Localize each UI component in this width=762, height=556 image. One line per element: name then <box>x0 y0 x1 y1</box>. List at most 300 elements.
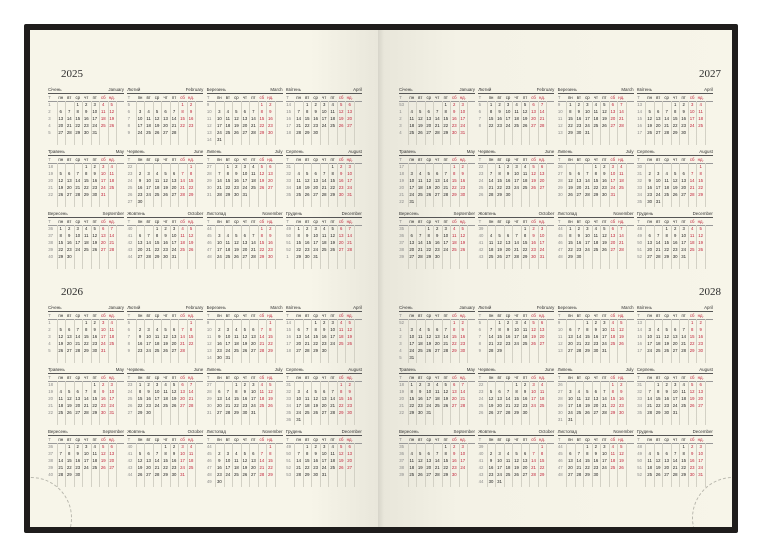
weekday-label: сб <box>180 156 185 162</box>
date-cell: 15 <box>267 458 273 463</box>
date-cell: 18 <box>304 403 310 408</box>
month-name-local: Квітень <box>285 305 301 310</box>
date-cell: 20 <box>171 341 177 346</box>
date-cell: 4 <box>523 320 527 325</box>
week-number: 36 <box>48 226 54 231</box>
weekday-label: сб <box>180 312 185 318</box>
week-number: 24 <box>478 396 484 401</box>
date-cell: 6 <box>76 389 79 394</box>
date-cell: 22 <box>426 247 432 252</box>
month-name-local: Червень <box>478 149 496 154</box>
date-cell: 5 <box>620 444 623 449</box>
weekday-label: вт <box>225 436 230 442</box>
date-cell: 22 <box>233 403 239 408</box>
date-cell: 15 <box>83 334 89 339</box>
date-cell: 1 <box>569 226 572 231</box>
week-number: 17 <box>399 164 405 169</box>
date-cell: 20 <box>522 465 528 470</box>
date-cell: 23 <box>267 123 273 128</box>
weekday-label: пт <box>681 156 686 162</box>
date-cell: 7 <box>218 171 221 176</box>
week-number: 19 <box>399 178 405 183</box>
month-header <box>127 86 203 93</box>
date-cell: 20 <box>655 123 661 128</box>
date-cell: 14 <box>250 116 256 121</box>
date-cell: 31 <box>655 199 661 204</box>
date-cell: 10 <box>601 327 607 332</box>
month-block <box>637 366 713 428</box>
date-cell: 28 <box>296 130 302 135</box>
date-cell: 21 <box>417 247 423 252</box>
month-name-local: Серпень <box>285 149 304 154</box>
date-cell: 24 <box>92 123 98 128</box>
date-cell: 4 <box>155 327 159 332</box>
date-cell: 26 <box>259 185 265 190</box>
month-header <box>558 210 634 217</box>
date-cell: 11 <box>330 109 335 114</box>
date-cell: 15 <box>225 178 231 183</box>
date-cell: 14 <box>443 178 449 183</box>
weekday-label: ср <box>313 436 318 442</box>
date-cell: 27 <box>171 192 177 197</box>
week-number: 18 <box>286 348 291 353</box>
date-cell: 6 <box>427 451 430 456</box>
date-cell: 16 <box>313 116 319 121</box>
date-cell: 2 <box>682 102 685 107</box>
date-cell: 31 <box>497 479 502 484</box>
weekday-label: чт <box>593 436 598 442</box>
weekday-label: пн <box>58 94 64 100</box>
date-cell: 21 <box>296 465 302 470</box>
date-cell: 8 <box>305 109 309 114</box>
weekday-label: чт <box>673 374 678 380</box>
month-name-english: March <box>621 305 634 310</box>
date-cell: 22 <box>259 123 265 128</box>
date-cell: 27 <box>409 254 415 259</box>
date-cell: 11 <box>146 116 151 121</box>
date-cell: 26 <box>92 247 98 252</box>
date-cell: 3 <box>226 327 230 332</box>
weekday-label: чт <box>84 218 89 224</box>
date-cell: 14 <box>109 233 115 238</box>
week-number: 2 <box>399 334 402 339</box>
month-block <box>637 148 713 210</box>
column-guide <box>705 319 706 363</box>
date-cell: 21 <box>75 185 81 190</box>
weekday-label: пн <box>137 374 143 380</box>
date-cell: 25 <box>417 192 423 197</box>
weekday-label: вт <box>225 218 230 224</box>
date-cell: 16 <box>505 334 511 339</box>
month-name-local: Червень <box>127 367 145 372</box>
date-cell: 22 <box>66 465 72 470</box>
week-number: 4 <box>399 348 402 353</box>
week-number: 30 <box>206 185 212 190</box>
date-cell: 4 <box>594 226 598 231</box>
weekday-label: нд. <box>539 94 546 100</box>
date-cell: 10 <box>242 171 248 176</box>
column-guide <box>626 443 627 487</box>
date-cell: 2 <box>594 320 598 325</box>
date-cell: 13 <box>672 334 678 339</box>
date-cell: 29 <box>338 410 344 415</box>
weekday-label: нд. <box>697 436 704 442</box>
weekday-label: сб <box>610 156 616 162</box>
date-cell: 15 <box>426 240 432 245</box>
date-cell: 8 <box>181 109 184 114</box>
date-cell: 20 <box>610 240 616 245</box>
date-cell: 23 <box>460 341 466 346</box>
date-cell: 2 <box>172 444 176 449</box>
week-number: 13 <box>637 320 642 325</box>
date-cell: 16 <box>505 178 511 183</box>
date-cell: 13 <box>347 451 353 456</box>
date-cell: 29 <box>497 192 502 197</box>
weekday-label: пт <box>522 374 528 380</box>
week-number: 8 <box>127 341 130 346</box>
month-name-english: December <box>692 429 713 434</box>
week-number: 15 <box>286 327 291 332</box>
date-cell: 24 <box>83 465 89 470</box>
weekday-label: пн <box>58 436 64 442</box>
date-cell: 29 <box>163 472 168 477</box>
weekday-label: пн <box>567 94 573 100</box>
date-cell: 27 <box>647 254 653 259</box>
week-column-label: Т <box>48 374 51 380</box>
weekday-label: сб <box>531 94 536 100</box>
week-number: 5 <box>127 320 130 325</box>
date-cell: 26 <box>522 123 528 128</box>
date-cell: 20 <box>434 341 440 346</box>
week-number: 40 <box>478 451 484 456</box>
month-header <box>48 86 124 93</box>
week-number: 26 <box>478 410 484 415</box>
month-header <box>207 366 283 373</box>
date-cell: 1 <box>85 320 88 325</box>
date-cell: 30 <box>83 130 89 135</box>
date-cell: 15 <box>304 458 310 463</box>
date-cell: 3 <box>648 327 651 332</box>
date-cell: 16 <box>497 116 502 121</box>
weekday-label: нд. <box>618 156 625 162</box>
date-cell: 16 <box>338 178 344 183</box>
weekday-label: сб <box>100 94 106 100</box>
month-block <box>286 210 362 272</box>
date-cell: 9 <box>102 389 105 394</box>
date-cell: 16 <box>163 240 168 245</box>
month-name-english: April <box>704 305 713 310</box>
date-cell: 4 <box>226 109 230 114</box>
date-cell: 18 <box>698 116 704 121</box>
date-cell: 5 <box>427 171 430 176</box>
month-header <box>399 148 475 155</box>
date-cell: 4 <box>305 389 309 394</box>
date-cell: 6 <box>348 102 351 107</box>
date-cell: 26 <box>567 192 573 197</box>
date-cell: 5 <box>419 451 422 456</box>
date-cell: 17 <box>567 403 573 408</box>
date-cell: 19 <box>267 396 273 401</box>
weekday-label: нд. <box>697 374 704 380</box>
week-column-label: Т <box>48 94 51 100</box>
weekday-label: сб <box>180 94 185 100</box>
date-cell: 30 <box>618 410 624 415</box>
weekday-label: вт <box>418 156 423 162</box>
date-cell: 1 <box>410 382 413 387</box>
date-cell: 27 <box>75 410 81 415</box>
date-cell: 14 <box>75 334 81 339</box>
week-column-label: Т <box>206 218 210 224</box>
column-guide <box>626 101 627 145</box>
date-cell: 5 <box>172 382 176 387</box>
date-cell: 7 <box>181 327 184 332</box>
month-block <box>558 366 634 428</box>
date-cell: 4 <box>322 226 326 231</box>
date-cell: 3 <box>218 109 221 114</box>
week-column-label: Т <box>478 218 482 224</box>
date-cell: 14 <box>505 396 511 401</box>
date-cell: 16 <box>451 116 457 121</box>
date-cell: 7 <box>506 389 510 394</box>
date-cell: 7 <box>690 171 694 176</box>
date-cell: 25 <box>233 348 239 353</box>
month-name-english: June <box>544 367 555 372</box>
weekday-label: пн <box>296 436 301 442</box>
date-cell: 26 <box>163 348 168 353</box>
date-cell: 11 <box>338 327 344 332</box>
date-cell: 24 <box>531 403 536 408</box>
date-cell: 25 <box>409 130 415 135</box>
date-cell: 4 <box>648 451 651 456</box>
date-cell: 14 <box>83 396 89 401</box>
date-cell: 15 <box>267 334 273 339</box>
date-cell: 4 <box>110 320 113 325</box>
date-cell: 10 <box>216 116 222 121</box>
date-cell: 25 <box>618 185 624 190</box>
weekday-label: пт <box>443 218 448 224</box>
week-number: 29 <box>206 178 212 183</box>
weekday-label: пн <box>647 374 652 380</box>
date-cell: 11 <box>234 334 239 339</box>
weekday-label: вт <box>497 436 502 442</box>
date-cell: 13 <box>539 327 545 332</box>
weekday-label: пн <box>58 374 64 380</box>
date-cell: 14 <box>664 116 670 121</box>
month-name-local: Лютий <box>127 87 141 92</box>
date-cell: 5 <box>235 109 238 114</box>
week-number: 27 <box>557 171 563 176</box>
date-cell: 8 <box>410 389 413 394</box>
date-cell: 3 <box>181 444 184 449</box>
date-cell: 22 <box>163 465 168 470</box>
weekday-label: нд. <box>188 436 195 442</box>
weekday-label: пн <box>409 436 415 442</box>
date-cell: 28 <box>443 192 449 197</box>
date-cell: 15 <box>689 334 695 339</box>
weekday-label: ср <box>313 156 318 162</box>
date-cell: 18 <box>188 458 194 463</box>
date-cell: 12 <box>618 327 624 332</box>
weekday-label: нд. <box>539 374 546 380</box>
month-name-english: August <box>699 367 713 372</box>
date-cell: 26 <box>531 341 536 346</box>
weekday-label: вт <box>656 312 661 318</box>
date-cell: 27 <box>698 403 704 408</box>
week-number: 31 <box>206 192 212 197</box>
weekday-label: чт <box>163 218 168 224</box>
weekday-label: вт <box>146 436 151 442</box>
date-cell: 16 <box>576 116 582 121</box>
date-cell: 2 <box>93 320 96 325</box>
month-name-local: Листопад <box>557 429 577 434</box>
date-cell: 5 <box>164 171 167 176</box>
date-cell: 13 <box>163 116 168 121</box>
date-cell: 16 <box>267 240 273 245</box>
column-guide <box>626 225 627 269</box>
date-cell: 1 <box>164 444 167 449</box>
date-cell: 8 <box>498 327 501 332</box>
date-cell: 22 <box>584 341 590 346</box>
weekday-label: сб <box>689 312 695 318</box>
date-cell: 26 <box>417 472 423 477</box>
weekday-label: пн <box>409 156 415 162</box>
month-name-local: Січень <box>399 305 413 310</box>
date-cell: 14 <box>66 116 72 121</box>
date-cell: 19 <box>601 116 607 121</box>
month-header <box>558 148 634 155</box>
week-number: 23 <box>127 171 133 176</box>
date-cell: 11 <box>664 178 669 183</box>
weekday-label: пн <box>296 218 301 224</box>
date-cell: 4 <box>690 226 694 231</box>
date-cell: 15 <box>593 178 599 183</box>
weekday-label: ср <box>505 374 511 380</box>
month-header <box>558 86 634 93</box>
month-header <box>286 428 362 435</box>
week-number: 3 <box>399 123 402 128</box>
week-number: 49 <box>637 451 642 456</box>
weekday-label: нд. <box>697 312 704 318</box>
weekday-label: пн <box>567 436 573 442</box>
week-number: 50 <box>286 233 291 238</box>
weekday-label: нд. <box>188 218 195 224</box>
date-cell: 24 <box>100 341 106 346</box>
date-cell: 13 <box>647 240 653 245</box>
weekday-label: ср <box>426 94 432 100</box>
date-cell: 19 <box>92 240 98 245</box>
date-cell: 5 <box>110 102 113 107</box>
date-cell: 15 <box>610 396 616 401</box>
date-cell: 3 <box>656 171 660 176</box>
date-cell: 3 <box>444 226 447 231</box>
weekday-label: чт <box>514 218 519 224</box>
date-cell: 8 <box>656 389 660 394</box>
date-cell: 28 <box>330 410 336 415</box>
date-cell: 3 <box>147 327 150 332</box>
date-cell: 12 <box>259 171 265 176</box>
date-cell: 25 <box>434 403 440 408</box>
date-cell: 16 <box>698 334 704 339</box>
date-cell: 6 <box>110 444 113 449</box>
month-block <box>637 304 713 366</box>
week-number: 51 <box>637 465 642 470</box>
date-cell: 7 <box>532 451 535 456</box>
weekday-label: сб <box>451 374 457 380</box>
date-cell: 3 <box>226 451 230 456</box>
date-cell: 21 <box>531 465 536 470</box>
date-cell: 17 <box>296 403 302 408</box>
date-cell: 10 <box>539 233 545 238</box>
date-cell: 9 <box>699 327 702 332</box>
date-cell: 8 <box>594 171 598 176</box>
date-cell: 21 <box>584 185 590 190</box>
date-cell: 27 <box>250 472 256 477</box>
date-cell: 28 <box>75 348 81 353</box>
date-cell: 30 <box>216 355 222 360</box>
date-cell: 22 <box>539 465 545 470</box>
weekday-label: вт <box>576 374 581 380</box>
date-cell: 19 <box>497 247 502 252</box>
month-name-english: January <box>459 87 475 92</box>
weekday-label: пн <box>488 94 494 100</box>
date-cell: 6 <box>611 226 615 231</box>
date-cell: 11 <box>154 334 160 339</box>
month-name-local: Липень <box>206 367 222 372</box>
date-cell: 11 <box>163 389 168 394</box>
date-cell: 27 <box>216 410 222 415</box>
date-cell: 7 <box>322 171 326 176</box>
week-number: 21 <box>399 192 405 197</box>
weekday-label: нд. <box>188 94 195 100</box>
date-cell: 19 <box>443 396 449 401</box>
date-cell: 5 <box>515 451 518 456</box>
date-cell: 9 <box>68 233 71 238</box>
date-cell: 8 <box>297 233 300 238</box>
date-cell: 10 <box>146 334 151 339</box>
date-cell: 1 <box>314 320 317 325</box>
date-cell: 30 <box>171 472 177 477</box>
date-cell: 4 <box>540 382 544 387</box>
date-cell: 25 <box>100 123 106 128</box>
week-number: 1 <box>399 327 402 332</box>
date-cell: 11 <box>505 458 511 463</box>
weekday-label: пт <box>602 374 607 380</box>
date-cell: 13 <box>338 233 344 238</box>
week-number: 38 <box>399 247 405 252</box>
date-cell: 25 <box>539 403 545 408</box>
date-cell: 16 <box>681 116 687 121</box>
date-cell: 26 <box>109 123 115 128</box>
weekday-label: чт <box>163 374 168 380</box>
date-cell: 20 <box>347 458 353 463</box>
weekday-label: нд. <box>459 218 466 224</box>
date-cell: 11 <box>452 233 457 238</box>
week-number: 45 <box>206 451 212 456</box>
date-cell: 10 <box>610 171 616 176</box>
date-cell: 3 <box>85 444 88 449</box>
date-cell: 19 <box>304 185 310 190</box>
week-number: 11 <box>557 334 563 339</box>
month-header <box>48 366 124 373</box>
weekday-label: вт <box>418 94 423 100</box>
weekday-label: пт <box>92 374 97 380</box>
week-number: 2 <box>48 109 51 114</box>
date-cell: 13 <box>180 389 185 394</box>
date-cell: 14 <box>180 334 185 339</box>
date-cell: 4 <box>102 102 105 107</box>
date-cell: 29 <box>304 130 310 135</box>
date-cell: 3 <box>410 171 413 176</box>
